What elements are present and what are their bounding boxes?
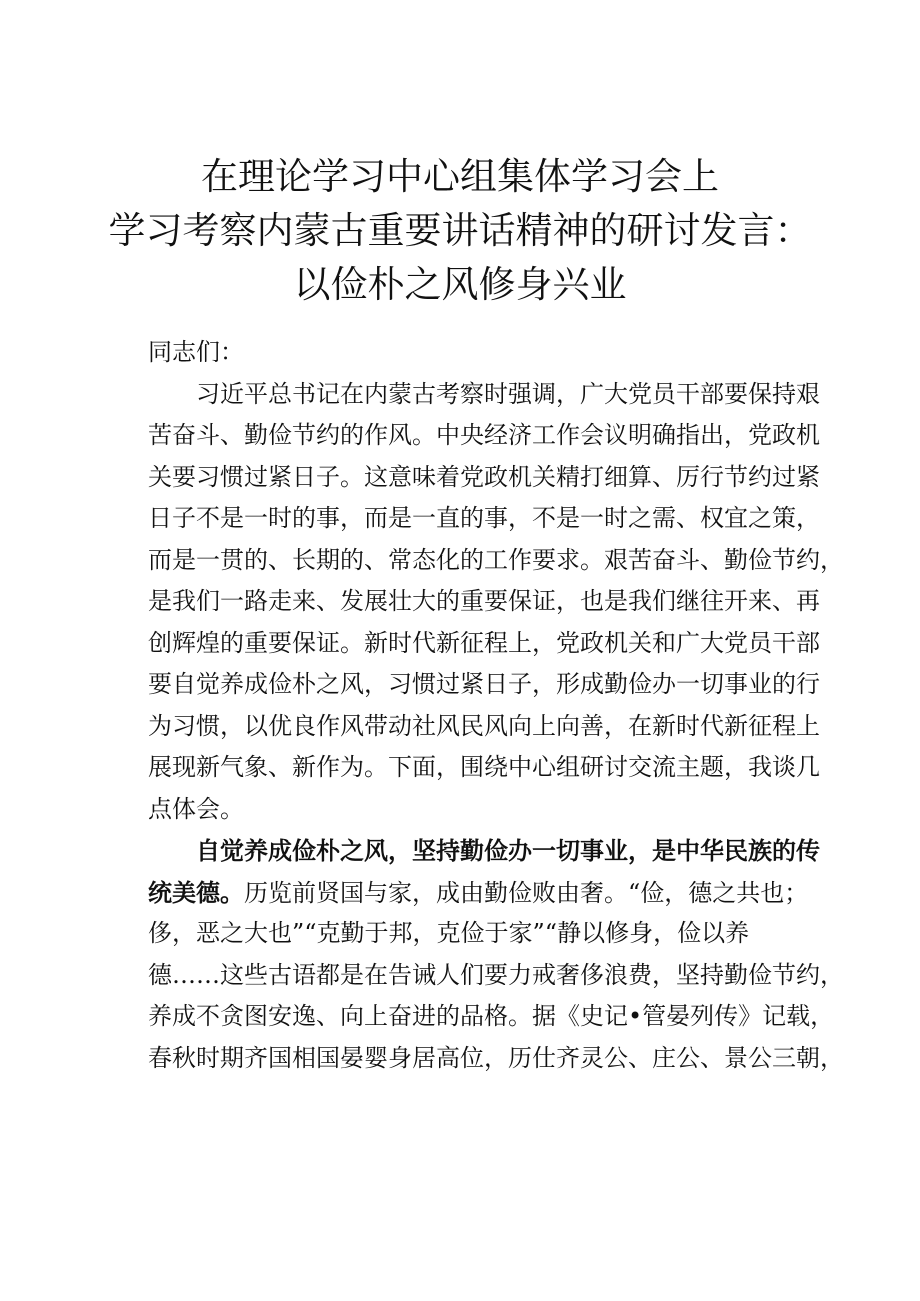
- paragraph-1-line: 创辉煌的重要保证。新时代新征程上，党政机关和广大党员干部: [148, 628, 820, 657]
- title-line-2: 学习考察内蒙古重要讲话精神的研讨发言：: [108, 209, 812, 252]
- paragraph-1-line: 是我们一路走来、发展壮大的重要保证，也是我们继往开来、再: [148, 587, 820, 615]
- paragraph-1-line: 要自觉养成俭朴之风，习惯过紧日子，形成勤俭办一切事业的行: [148, 670, 820, 698]
- paragraph-1-line: 习近平总书记在内蒙古考察时强调，广大党员干部要保持艰: [196, 379, 820, 408]
- paragraph-2-line: 德……这些古语都是在告诫人们要力戒奢侈浪费，坚持勤俭节约，: [148, 960, 844, 989]
- paragraph-2-heading-end: 统美德。: [148, 877, 244, 907]
- paragraph-1-line: 关要习惯过紧日子。这意味着党政机关精打细算、厉行节约过紧: [148, 462, 820, 491]
- paragraph-1-line: 为习惯，以优良作风带动社风民风向上向善，在新时代新征程上: [148, 711, 820, 740]
- document-title: [0, 150, 920, 312]
- paragraph-2-heading-line: 自觉养成俭朴之风，坚持勤俭办一切事业，是中华民族的传: [196, 836, 820, 865]
- paragraph-2-text: 历览前贤国与家，成由勤俭败由奢。“俭，德之共也；: [244, 878, 809, 907]
- title-line-1: 在理论学习中心组集体学习会上: [201, 155, 719, 198]
- paragraph-1-line: 而是一贯的、长期的、常态化的工作要求。艰苦奋斗、勤俭节约，: [148, 545, 844, 574]
- paragraph-1-line: 展现新气象、新作为。下面，围绕中心组研讨交流主题，我谈几: [148, 753, 820, 781]
- salutation: 同志们：: [148, 338, 244, 366]
- paragraph-2-line: 春秋时期齐国相国晏婴身居高位，历仕齐灵公、庄公、景公三朝，: [148, 1043, 844, 1072]
- title-line-3: 以俭朴之风修身兴业: [293, 263, 627, 306]
- paragraph-1-line: 苦奋斗、勤俭节约的作风。中央经济工作会议明确指出，党政机: [148, 421, 820, 449]
- paragraph-1-line: 日子不是一时的事，而是一直的事，不是一时之需、权宜之策，: [148, 504, 820, 532]
- paragraph-2: [148, 830, 844, 1079]
- paragraph-1: [148, 374, 844, 831]
- paragraph-1-line: 点体会。: [148, 794, 244, 823]
- document-body: [148, 332, 844, 1079]
- paragraph-2-line: [148, 872, 808, 914]
- paragraph-2-line: 侈，恶之大也”“克勤于邦，克俭于家”“静以修身，俭以养: [148, 919, 750, 947]
- paragraph-2-line: 养成不贪图安逸、向上奋进的品格。据《史记•管晏列传》记载，: [148, 1002, 835, 1030]
